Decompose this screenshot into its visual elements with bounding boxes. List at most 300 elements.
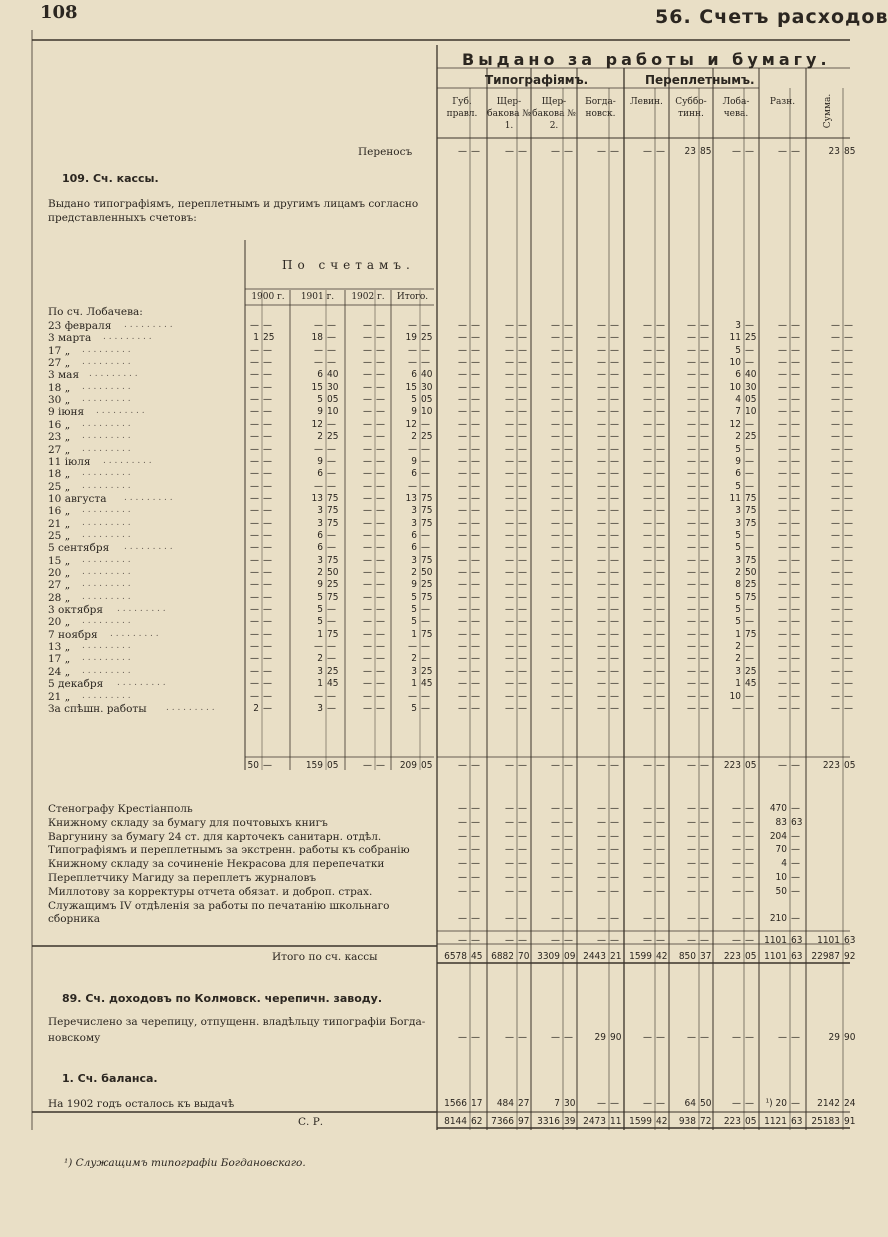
dash-3-rub: — xyxy=(597,369,606,380)
itogo-kop: 75 xyxy=(421,505,433,516)
dash-2-kop: — xyxy=(564,345,573,356)
dash-3-kop: — xyxy=(610,629,619,640)
dash-5-kop: — xyxy=(700,530,709,541)
dash-4-rub: — xyxy=(643,505,652,516)
dash-0-kop: — xyxy=(471,935,480,946)
row-leader: . . . . . . . . . xyxy=(82,691,131,701)
subitogo-kop: 05 xyxy=(421,760,433,771)
lobacheva-rub: 3 xyxy=(735,518,741,529)
dash-5-rub: — xyxy=(687,666,696,677)
itogo-rub: — xyxy=(408,444,417,455)
dash-0-rub: — xyxy=(458,641,467,652)
y1902-rub: — xyxy=(363,666,372,677)
dash-3-kop: — xyxy=(610,493,619,504)
dash-4-rub: — xyxy=(643,456,652,467)
dash-8-kop: — xyxy=(844,530,853,541)
dash-3-rub: — xyxy=(597,760,606,771)
dash-1-kop: — xyxy=(518,858,527,869)
dash-3-kop: — xyxy=(610,666,619,677)
y1901-kop: — xyxy=(327,604,336,615)
dash-8-kop: — xyxy=(844,666,853,677)
itogo-5-rub: 850 xyxy=(678,951,696,962)
dash-7-rub: — xyxy=(778,604,787,615)
y1902-rub: — xyxy=(363,616,372,627)
dash-7-kop: — xyxy=(791,468,800,479)
y1900-kop: — xyxy=(263,691,272,702)
misc-label: Книжному складу за бумагу для почтовыхъ книгъ xyxy=(48,817,328,829)
y1902-kop: — xyxy=(376,357,385,368)
itogo-kop: 25 xyxy=(421,332,433,343)
dash-1-kop: — xyxy=(518,542,527,553)
dash-2-rub: — xyxy=(551,592,560,603)
dash-0-rub: — xyxy=(458,419,467,430)
dash-3-rub: — xyxy=(597,604,606,615)
dash-4-rub: — xyxy=(643,357,652,368)
dash-3-kop: — xyxy=(610,913,619,924)
dash-0-kop: — xyxy=(471,332,480,343)
dash-1-rub: — xyxy=(505,406,514,417)
lobacheva-kop: — xyxy=(745,641,754,652)
dash-0-kop: — xyxy=(471,345,480,356)
dash-1-kop: — xyxy=(518,1032,527,1043)
dash-1-rub: — xyxy=(505,691,514,702)
dash-2-rub: — xyxy=(551,678,560,689)
dash-3-kop: — xyxy=(610,817,619,828)
dash-3-rub: — xyxy=(597,913,606,924)
lobacheva-kop: — xyxy=(745,481,754,492)
itogo-kop: — xyxy=(421,456,430,467)
dash-7-kop: — xyxy=(791,604,800,615)
dash-2-rub: — xyxy=(551,493,560,504)
dash-8-rub: — xyxy=(831,369,840,380)
y1902-kop: — xyxy=(376,678,385,689)
dash-5-rub: — xyxy=(687,886,696,897)
dash-5-kop: — xyxy=(700,444,709,455)
sec89-summa-kop: 90 xyxy=(844,1032,856,1043)
dash-4-rub: — xyxy=(643,653,652,664)
dash-6-kop: — xyxy=(745,803,754,814)
dash-5-kop: — xyxy=(700,382,709,393)
misc-sub-summa-kop: 63 xyxy=(844,935,856,946)
dash-6-rub: — xyxy=(732,858,741,869)
dash-5-rub: — xyxy=(687,419,696,430)
y1900-rub: — xyxy=(250,431,259,442)
dash-4-rub: — xyxy=(643,555,652,566)
dash-6-kop: — xyxy=(745,817,754,828)
dash-4-kop: — xyxy=(656,431,665,442)
sec1-1-rub: 484 xyxy=(496,1098,514,1109)
y1901-rub: 2 xyxy=(317,567,323,578)
dash-7-rub: — xyxy=(778,592,787,603)
dash-7-kop: — xyxy=(791,444,800,455)
lobacheva-kop: 75 xyxy=(745,555,757,566)
col-head-0: Губ. правл. xyxy=(446,97,478,119)
dash-4-rub: — xyxy=(643,703,652,714)
row-date: За спѣшн. работы xyxy=(48,703,147,715)
y1902-kop: — xyxy=(376,641,385,652)
dash-7-kop: — xyxy=(791,653,800,664)
dash-0-kop: — xyxy=(471,844,480,855)
itogo-rub: 5 xyxy=(411,592,417,603)
sec89-bogd-kop: 90 xyxy=(610,1032,622,1043)
dash-4-kop: — xyxy=(656,678,665,689)
y1901-kop: — xyxy=(327,468,336,479)
lobacheva-kop: — xyxy=(745,653,754,664)
po-schetam: По счетамъ. xyxy=(282,258,415,272)
itogo-3-rub: 2443 xyxy=(583,951,606,962)
dash-3-kop: — xyxy=(610,481,619,492)
dash-3-kop: — xyxy=(610,468,619,479)
dash-8-rub: — xyxy=(831,468,840,479)
y1901-rub: 3 xyxy=(317,518,323,529)
dash-4-rub: — xyxy=(643,1032,652,1043)
col-head-2: Щер- бакова № 2. xyxy=(532,97,576,131)
sec1-7-kop: — xyxy=(791,1098,800,1109)
dash-2-kop: — xyxy=(564,555,573,566)
dash-1-kop: — xyxy=(518,406,527,417)
lobacheva-kop: 75 xyxy=(745,493,757,504)
dash-0-kop: — xyxy=(471,803,480,814)
misc-razn-rub: 50 xyxy=(775,886,787,897)
dash-4-rub: — xyxy=(643,844,652,855)
dash-3-rub: — xyxy=(597,419,606,430)
lobacheva-rub: 10 xyxy=(729,382,741,393)
sr-7-kop: 63 xyxy=(791,1116,803,1127)
y1902-kop: — xyxy=(376,505,385,516)
y1901-rub: 3 xyxy=(317,505,323,516)
dash-0-rub: — xyxy=(458,555,467,566)
y1900-kop: — xyxy=(263,369,272,380)
dash-4-kop: — xyxy=(656,456,665,467)
itogo-rub: 9 xyxy=(411,456,417,467)
dash-7-kop: — xyxy=(791,555,800,566)
dash-1-kop: — xyxy=(518,456,527,467)
dash-1-kop: — xyxy=(518,555,527,566)
col-head-1: Щер- бакова № 1. xyxy=(487,97,531,131)
dash-4-kop: — xyxy=(656,886,665,897)
dash-8-kop: — xyxy=(844,332,853,343)
dash-7-kop: — xyxy=(791,579,800,590)
dash-5-rub: — xyxy=(687,817,696,828)
dash-5-rub: — xyxy=(687,481,696,492)
dash-6-kop: — xyxy=(745,886,754,897)
dash-4-rub: — xyxy=(643,518,652,529)
dash-5-kop: — xyxy=(700,406,709,417)
dash-3-kop: — xyxy=(610,555,619,566)
itogo-kop: — xyxy=(421,357,430,368)
sec109-title: 109. Сч. кассы. xyxy=(62,172,159,185)
dash-6-rub: — xyxy=(732,913,741,924)
y1900-rub: — xyxy=(250,320,259,331)
y1901-rub: 13 xyxy=(311,493,323,504)
dash-5-kop: — xyxy=(700,357,709,368)
dash-2-rub: — xyxy=(551,419,560,430)
dash-3-rub: — xyxy=(597,505,606,516)
row-leader: . . . . . . . . . xyxy=(103,456,152,466)
dash-4-kop: — xyxy=(656,530,665,541)
dash-0-kop: — xyxy=(471,653,480,664)
lobacheva-kop: — xyxy=(745,542,754,553)
row-leader: . . . . . . . . . xyxy=(82,555,131,565)
dash-4-rub: — xyxy=(643,858,652,869)
dash-8-kop: — xyxy=(844,493,853,504)
y1900-kop: — xyxy=(263,555,272,566)
dash-2-rub: — xyxy=(551,935,560,946)
y1901-rub: 15 xyxy=(311,382,323,393)
dash-0-kop: — xyxy=(471,703,480,714)
dash-7-kop: — xyxy=(791,481,800,492)
dash-4-rub: — xyxy=(643,641,652,652)
dash-0-kop: — xyxy=(471,817,480,828)
y1900-rub: 1 xyxy=(253,332,259,343)
dash-2-kop: — xyxy=(564,481,573,492)
sec89-title: 89. Сч. доходовъ по Колмовск. черепичн. заводу. xyxy=(62,992,383,1005)
dash-0-kop: — xyxy=(471,555,480,566)
dash-7-rub: — xyxy=(778,431,787,442)
dash-3-rub: — xyxy=(597,567,606,578)
misc-label: сборника xyxy=(48,913,101,925)
dash-5-rub: — xyxy=(687,468,696,479)
lobacheva-rub: 4 xyxy=(735,394,741,405)
y1900-rub: — xyxy=(250,579,259,590)
dash-3-kop: — xyxy=(610,653,619,664)
y1900-kop: — xyxy=(263,419,272,430)
dash-0-kop: — xyxy=(471,146,480,157)
y1901-rub: 1 xyxy=(317,629,323,640)
dash-5-kop: — xyxy=(700,831,709,842)
dash-6-kop: — xyxy=(745,872,754,883)
dash-1-rub: — xyxy=(505,629,514,640)
dash-5-kop: — xyxy=(700,369,709,380)
dash-0-rub: — xyxy=(458,382,467,393)
dash-8-rub: — xyxy=(831,604,840,615)
y1901-kop: 05 xyxy=(327,394,339,405)
dash-0-kop: — xyxy=(471,518,480,529)
dash-0-rub: — xyxy=(458,530,467,541)
dash-8-rub: — xyxy=(831,579,840,590)
row-date: 27 „ xyxy=(48,357,71,369)
dash-2-rub: — xyxy=(551,616,560,627)
itogo-kop: 45 xyxy=(421,678,433,689)
y1902-rub: — xyxy=(363,592,372,603)
dash-2-kop: — xyxy=(564,530,573,541)
y1901-rub: — xyxy=(314,320,323,331)
lobacheva-kop: 75 xyxy=(745,592,757,603)
dash-4-kop: — xyxy=(656,703,665,714)
y1900-rub: — xyxy=(250,468,259,479)
dash-1-kop: — xyxy=(518,493,527,504)
dash-6-kop: — xyxy=(745,831,754,842)
dash-4-rub: — xyxy=(643,481,652,492)
misc-razn-kop: — xyxy=(791,803,800,814)
dash-5-rub: — xyxy=(687,320,696,331)
dash-5-rub: — xyxy=(687,555,696,566)
itogo-kop: 25 xyxy=(421,666,433,677)
y1902-kop: — xyxy=(376,419,385,430)
sec109-desc1: Выдано типографіямъ, переплетнымъ и другимъ лицамъ согласно xyxy=(48,198,419,210)
dash-2-kop: — xyxy=(564,431,573,442)
itogo-kop: — xyxy=(421,703,430,714)
dash-8-rub: — xyxy=(831,493,840,504)
dash-0-rub: — xyxy=(458,518,467,529)
lobacheva-kop: — xyxy=(745,345,754,356)
itogo-4-kop: 42 xyxy=(656,951,668,962)
dash-1-rub: — xyxy=(505,935,514,946)
dash-0-rub: — xyxy=(458,935,467,946)
sr-4-kop: 42 xyxy=(656,1116,668,1127)
dash-2-rub: — xyxy=(551,817,560,828)
dash-1-kop: — xyxy=(518,629,527,640)
lobacheva-rub: 10 xyxy=(729,357,741,368)
itogo-rub: — xyxy=(408,691,417,702)
dash-4-rub: — xyxy=(643,146,652,157)
dash-5-kop: — xyxy=(700,468,709,479)
dash-8-kop: — xyxy=(844,703,853,714)
dash-1-kop: — xyxy=(518,678,527,689)
row-date: 20 „ xyxy=(48,567,71,579)
itogo-kop: 75 xyxy=(421,592,433,603)
misc-label: Переплетчику Магиду за переплетъ журналовъ xyxy=(48,872,317,884)
dash-8-kop: — xyxy=(844,505,853,516)
dash-4-rub: — xyxy=(643,872,652,883)
dash-2-rub: — xyxy=(551,641,560,652)
dash-7-rub: — xyxy=(778,579,787,590)
dash-5-kop: — xyxy=(700,320,709,331)
dash-8-rub: — xyxy=(831,616,840,627)
dash-1-kop: — xyxy=(518,505,527,516)
itogo-kop: — xyxy=(421,444,430,455)
sec89-bogd-rub: 29 xyxy=(594,1032,606,1043)
dash-3-rub: — xyxy=(597,406,606,417)
dash-4-kop: — xyxy=(656,555,665,566)
dash-1-rub: — xyxy=(505,357,514,368)
dash-3-kop: — xyxy=(610,579,619,590)
dash-5-kop: — xyxy=(700,604,709,615)
itogo-1-rub: 6882 xyxy=(491,951,514,962)
sub1901-rub: 159 xyxy=(305,760,323,771)
y1902-rub: — xyxy=(363,357,372,368)
dash-0-rub: — xyxy=(458,481,467,492)
dash-1-kop: — xyxy=(518,886,527,897)
dash-4-kop: — xyxy=(656,629,665,640)
dash-8-kop: — xyxy=(844,431,853,442)
dash-2-kop: — xyxy=(564,369,573,380)
dash-5-kop: — xyxy=(700,431,709,442)
dash-3-rub: — xyxy=(597,456,606,467)
dash-8-kop: — xyxy=(844,555,853,566)
dash-3-rub: — xyxy=(597,817,606,828)
dash-5-kop: — xyxy=(700,345,709,356)
dash-1-rub: — xyxy=(505,394,514,405)
dash-7-rub: — xyxy=(778,481,787,492)
misc-sub-razn-kop: 63 xyxy=(791,935,803,946)
dash-1-kop: — xyxy=(518,935,527,946)
y1902-rub: — xyxy=(363,394,372,405)
dash-5-kop: — xyxy=(700,760,709,771)
dash-7-rub: — xyxy=(778,641,787,652)
dash-2-rub: — xyxy=(551,542,560,553)
row-leader: . . . . . . . . . xyxy=(82,444,131,454)
dash-0-rub: — xyxy=(458,831,467,842)
y1900-rub: — xyxy=(250,641,259,652)
lobacheva-kop: 40 xyxy=(745,369,757,380)
row-leader: . . . . . . . . . xyxy=(82,345,131,355)
dash-5-kop: — xyxy=(700,456,709,467)
row-leader: . . . . . . . . . xyxy=(82,468,131,478)
dash-8-rub: — xyxy=(831,542,840,553)
dash-1-kop: — xyxy=(518,616,527,627)
row-date: 30 „ xyxy=(48,394,71,406)
dash-4-kop: — xyxy=(656,394,665,405)
lobacheva-rub: 5 xyxy=(735,530,741,541)
row-leader: . . . . . . . . . xyxy=(82,641,131,651)
itogo-2-kop: 09 xyxy=(564,951,576,962)
dash-4-rub: — xyxy=(643,579,652,590)
row-leader: . . . . . . . . . xyxy=(103,332,152,342)
lobacheva-rub: 1 xyxy=(735,629,741,640)
y1900-kop: — xyxy=(263,345,272,356)
row-leader: . . . . . . . . . xyxy=(117,678,166,688)
itogo-rub: 3 xyxy=(411,518,417,529)
row-leader: . . . . . . . . . xyxy=(82,592,131,602)
dash-4-kop: — xyxy=(656,616,665,627)
y1901-rub: — xyxy=(314,641,323,652)
y1900-kop: — xyxy=(263,592,272,603)
lobacheva-kop: 25 xyxy=(745,579,757,590)
dash-3-rub: — xyxy=(597,831,606,842)
dash-8-rub: — xyxy=(831,703,840,714)
sec1-desc: На 1902 годъ осталось къ выдачѣ xyxy=(48,1098,235,1110)
dash-4-kop: — xyxy=(656,345,665,356)
row-date: 11 іюля xyxy=(48,456,91,468)
row-date: 27 „ xyxy=(48,444,71,456)
dash-3-rub: — xyxy=(597,493,606,504)
dash-1-kop: — xyxy=(518,444,527,455)
carried-subbotin-rub: 23 xyxy=(684,146,696,157)
dash-2-kop: — xyxy=(564,444,573,455)
dash-2-kop: — xyxy=(564,886,573,897)
dash-2-rub: — xyxy=(551,579,560,590)
dash-1-kop: — xyxy=(518,320,527,331)
y1900-kop: — xyxy=(263,444,272,455)
dash-7-rub: — xyxy=(778,530,787,541)
dash-4-rub: — xyxy=(643,592,652,603)
misc-label: Варгунину за бумагу 24 ст. для карточекъ санитарн. отдѣл. xyxy=(48,831,382,843)
dash-0-rub: — xyxy=(458,493,467,504)
dash-7-rub: — xyxy=(778,691,787,702)
dash-6-kop: — xyxy=(745,935,754,946)
dash-7-rub: — xyxy=(778,493,787,504)
dash-2-rub: — xyxy=(551,844,560,855)
row-leader: . . . . . . . . . xyxy=(82,530,131,540)
sub1901-kop: 05 xyxy=(327,760,339,771)
dash-4-kop: — xyxy=(656,817,665,828)
y1901-rub: 18 xyxy=(311,332,323,343)
row-leader: . . . . . . . . . xyxy=(124,493,173,503)
dash-4-kop: — xyxy=(656,146,665,157)
dash-2-rub: — xyxy=(551,567,560,578)
dash-0-rub: — xyxy=(458,444,467,455)
y1901-rub: 6 xyxy=(317,369,323,380)
row-date: 13 „ xyxy=(48,641,71,653)
lobacheva-rub: 1 xyxy=(735,678,741,689)
dash-2-kop: — xyxy=(564,579,573,590)
row-leader: . . . . . . . . . xyxy=(82,666,131,676)
y1902-rub: — xyxy=(363,641,372,652)
dash-0-kop: — xyxy=(471,382,480,393)
dash-4-rub: — xyxy=(643,444,652,455)
dash-4-kop: — xyxy=(656,567,665,578)
